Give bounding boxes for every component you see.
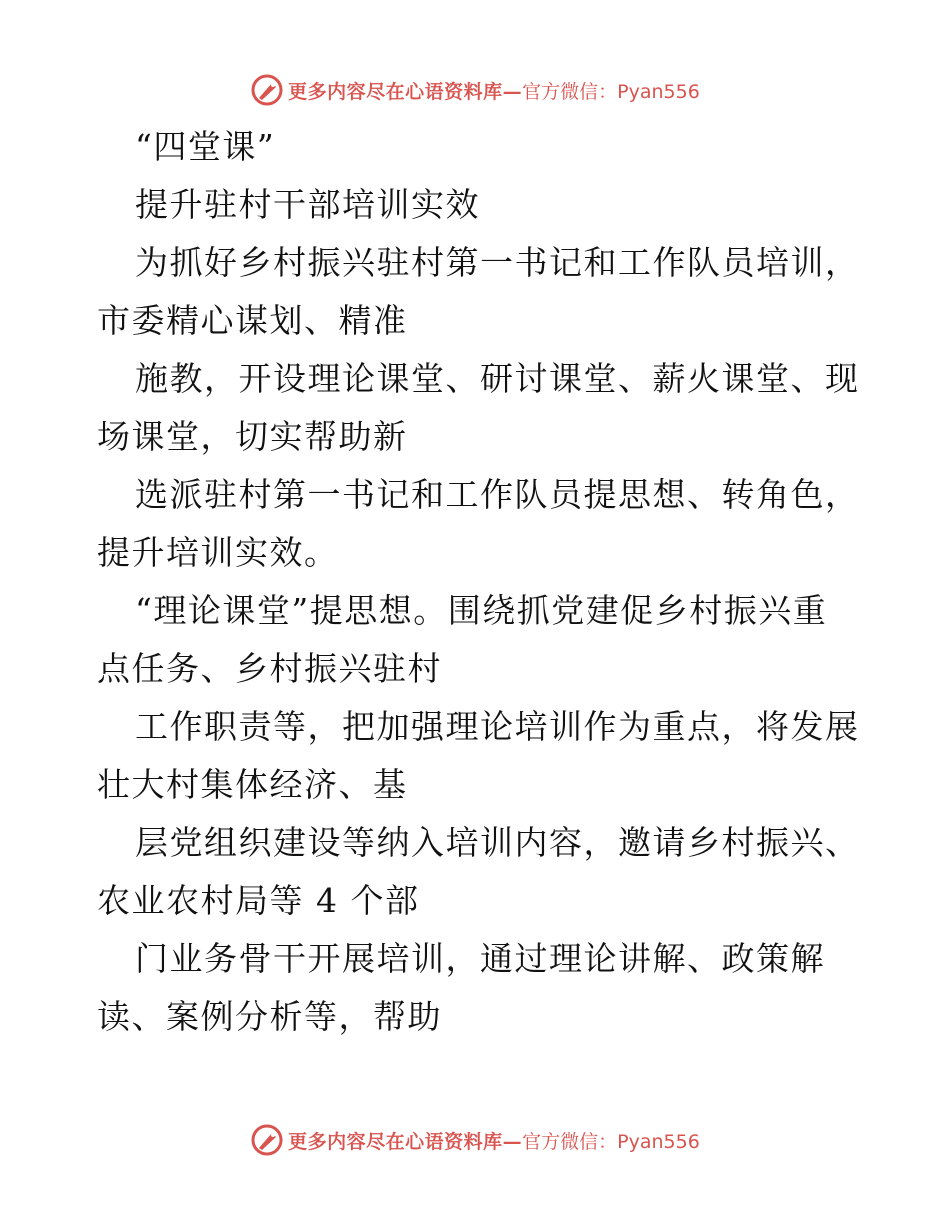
text-line: 提升驻村干部培训实效 — [135, 185, 480, 224]
text-line: “理论课堂”提思想。围绕抓党建促乡村振兴重 — [135, 591, 828, 630]
text-line: 壮大村集体经济、基 — [97, 765, 408, 804]
text-line: 施教，开设理论课堂、研讨课堂、薪火课堂、现 — [135, 359, 860, 398]
text-line: 层党组织建设等纳入培训内容，邀请乡村振兴、 — [135, 823, 860, 862]
pen-nib-logo-icon — [250, 1123, 284, 1157]
footer-banner — [0, 1120, 950, 1160]
text-line: 为抓好乡村振兴驻村第一书记和工作队员培训， — [135, 243, 860, 282]
document-body — [97, 118, 860, 1046]
text-line: 农业农村局等 4 个部 — [97, 881, 420, 920]
text-line: 市委精心谋划、精准 — [97, 301, 408, 340]
text-line: 场课堂，切实帮助新 — [97, 417, 408, 456]
text-line: 提升培训实效。 — [97, 533, 339, 572]
pen-nib-logo-icon — [250, 73, 284, 107]
banner-site-text: 更多内容尽在心语资料库— — [288, 1130, 523, 1153]
document-text — [97, 118, 860, 1046]
text-line: 选派驻村第一书记和工作队员提思想、转角色， — [135, 475, 860, 514]
text-line: “四堂课” — [135, 127, 276, 166]
header-banner — [0, 70, 950, 110]
banner-wechat-text: 官方微信：Pyan556 — [522, 1130, 700, 1153]
banner-site-text: 更多内容尽在心语资料库— — [288, 80, 523, 103]
text-line: 点任务、乡村振兴驻村 — [97, 649, 442, 688]
text-line: 读、案例分析等，帮助 — [97, 997, 442, 1036]
text-line: 门业务骨干开展培训，通过理论讲解、政策解 — [135, 939, 825, 978]
text-line: 工作职责等，把加强理论培训作为重点，将发展 — [135, 707, 860, 746]
banner-wechat-text: 官方微信：Pyan556 — [522, 80, 700, 103]
